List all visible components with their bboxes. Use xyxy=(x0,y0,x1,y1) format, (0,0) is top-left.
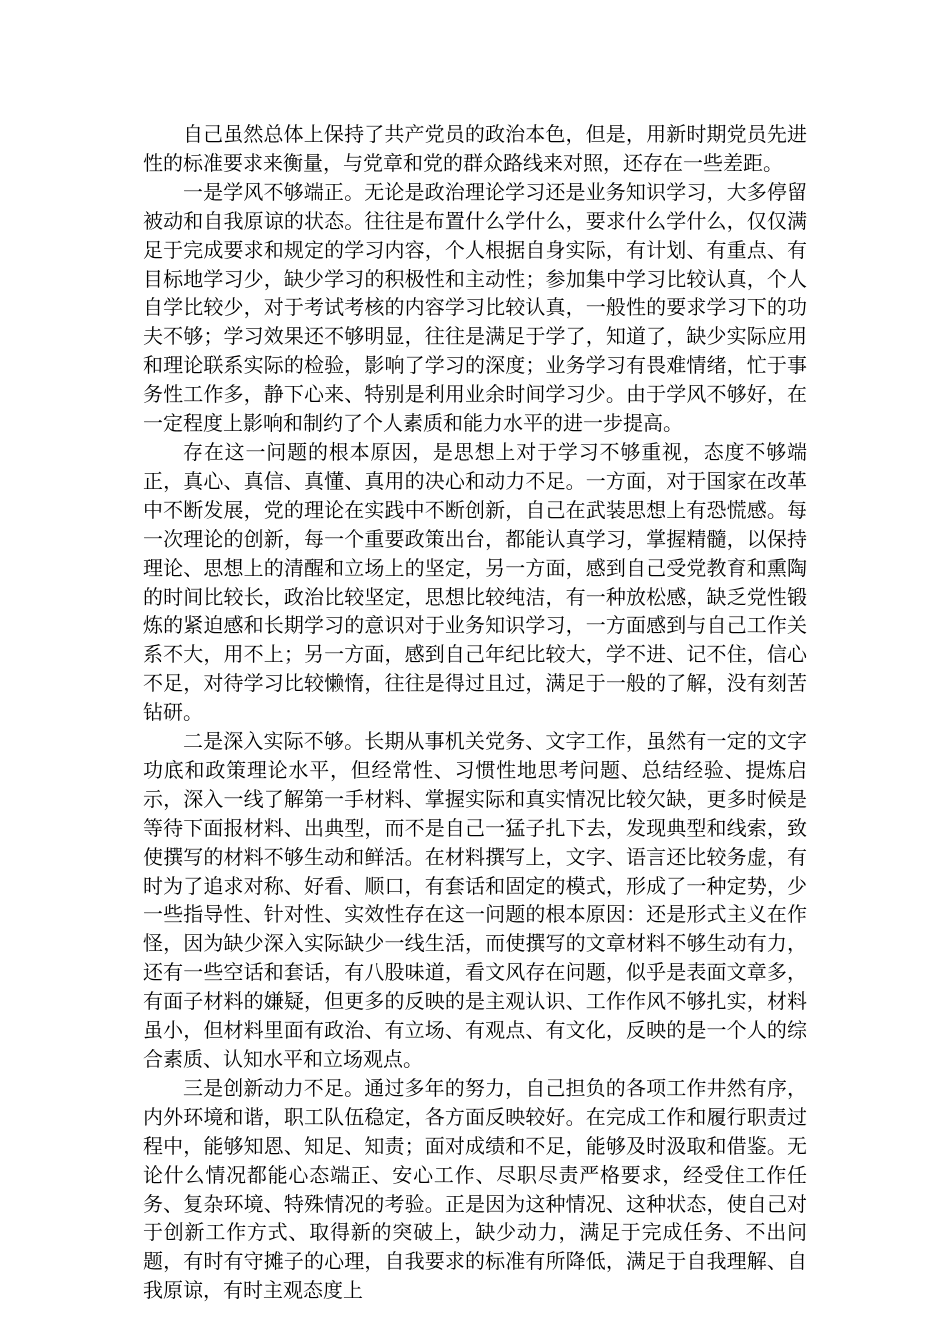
paragraph-innovation: 三是创新动力不足。通过多年的努力，自己担负的各项工作井然有序，内外环境和谐，职工队伍稳定，各方面反映较好。在完成工作和履行职责过程中，能够知恩、知足、知责；面对成绩和不足，能够及时汲取和借鉴。无论什么情况都能心态端正、安心工作、尽职尽责严格要求，经受住工作任务、复杂环境、特殊情况的考验。正是因为这种情况、这种状态，使自己对于创新工作方式、取得新的突破上，缺少动力，满足于完成任务、不出问题，有时有守摊子的心理，自我要求的标准有所降低，满足于自我理解、自我原谅，有时主观态度上 xyxy=(143,1075,807,1303)
paragraph-intro: 自己虽然总体上保持了共产党员的政治本色，但是，用新时期党员先进性的标准要求来衡量，与党章和党的群众路线来对照，还存在一些差距。 xyxy=(143,122,807,175)
paragraph-study-style: 一是学风不够端正。无论是政治理论学习还是业务知识学习，大多停留被动和自我原谅的状态。往往是布置什么学什么，要求什么学什么，仅仅满足于完成要求和规定的学习内容，个人根据自身实际，有计划、有重点、有目标地学习少，缺少学习的积极性和主动性；参加集中学习比较认真，个人自学比较少，对于考试考核的内容学习比较认真，一般性的要求学习下的功夫不够；学习效果还不够明显，往往是满足于学了，知道了，缺少实际应用和理论联系实际的检验，影响了学习的深度；业务学习有畏难情绪，忙于事务性工作多，静下心来、特别是利用业余时间学习少。由于学风不够好，在一定程度上影响和制约了个人素质和能力水平的进一步提高。 xyxy=(143,179,807,436)
paragraph-study-cause: 存在这一问题的根本原因，是思想上对于学习不够重视，态度不够端正，真心、真信、真懂、真用的决心和动力不足。一方面，对于国家在改革中不断发展，党的理论在实践中不断创新，自己在武装思想上有恐慌感。每一次理论的创新，每一个重要政策出台，都能认真学习，掌握精髓，以保持理论、思想上的清醒和立场上的坚定，另一方面，感到自己受党教育和熏陶的时间比较长，政治比较坚定，思想比较纯洁，有一种放松感，缺乏党性锻炼的紧迫感和长期学习的意识对于业务知识学习，一方面感到与自己工作关系不大，用不上；另一方面，感到自己年纪比较大，学不进、记不住，信心不足，对待学习比较懒惰，往往是得过且过，满足于一般的了解，没有刻苦钻研。 xyxy=(143,439,807,725)
paragraph-practice: 二是深入实际不够。长期从事机关党务、文字工作，虽然有一定的文字功底和政策理论水平，但经常性、习惯性地思考问题、总结经验、提炼启示，深入一线了解第一手材料、掌握实际和真实情况比较欠缺，更多时候是等待下面报材料、出典型，而不是自己一猛子扎下去，发现典型和线索，致使撰写的材料不够生动和鲜活。在材料撰写上，文字、语言还比较务虚，有时为了追求对称、好看、顺口，有套话和固定的模式，形成了一种定势，少一些指导性、针对性、实效性存在这一问题的根本原因：还是形式主义在作怪，因为缺少深入实际缺少一线生活，而使撰写的文章材料不够生动有力，还有一些空话和套话，有八股味道，看文风存在问题，似乎是表面文章多，有面子材料的嫌疑，但更多的反映的是主观认识、工作作风不够扎实，材料虽小，但材料里面有政治、有立场、有观点、有文化，反映的是一个人的综合素质、认知水平和立场观点。 xyxy=(143,729,807,1071)
document-body xyxy=(143,120,807,1305)
